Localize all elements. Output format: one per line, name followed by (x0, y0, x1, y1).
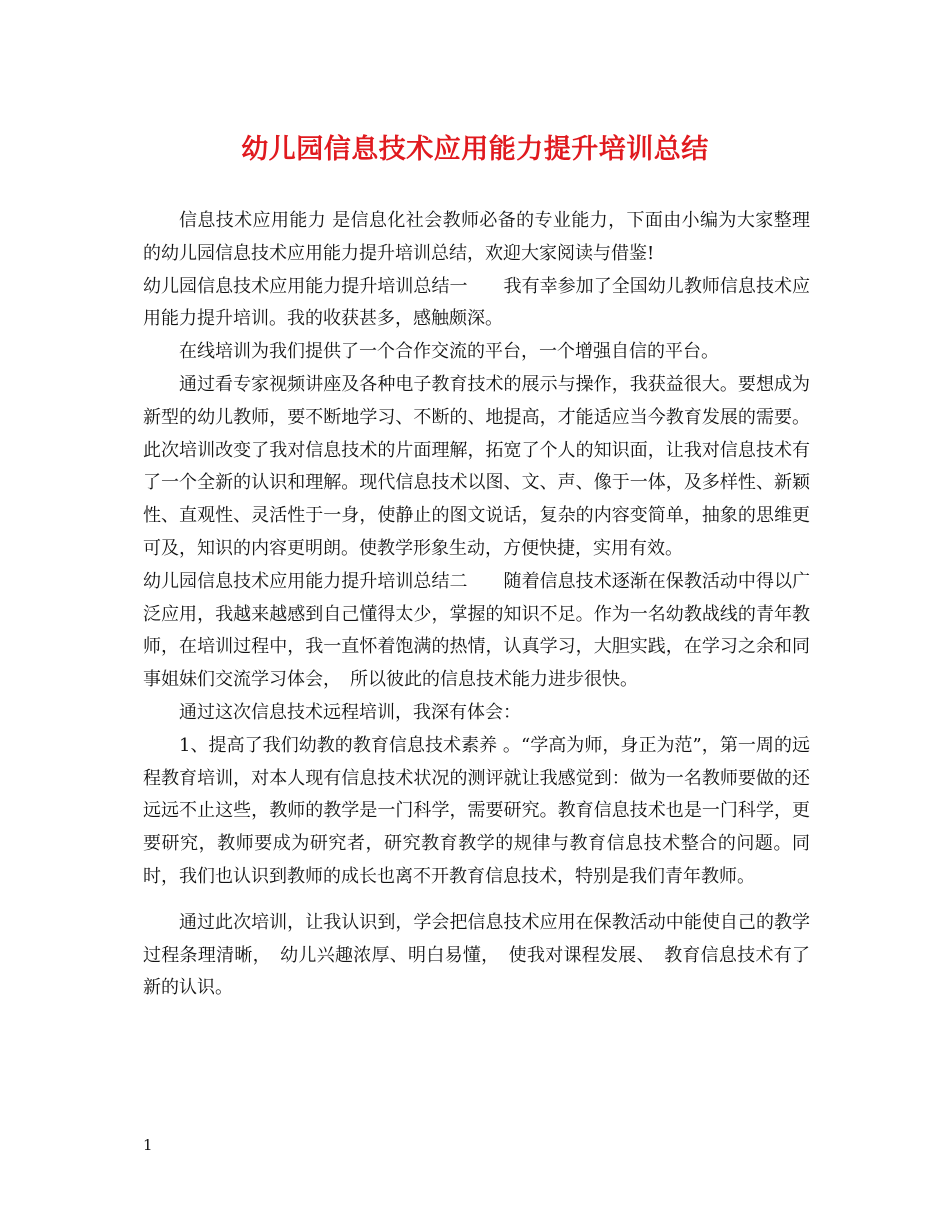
paragraph-summary-one: 幼儿园信息技术应用能力提升培训总结一 我有幸参加了全国幼儿教师信息技术应用能力提升培训。我的收获甚多，感触颇深。 (143, 275, 810, 330)
paragraph-platform: 在线培训为我们提供了一个合作交流的平台，一个增强自信的平台。 (179, 341, 719, 363)
document-body (143, 205, 810, 1005)
paragraph-experience: 通过这次信息技术远程培训，我深有体会： (179, 701, 521, 723)
paragraph-summary-two: 幼儿园信息技术应用能力提升培训总结二 随着信息技术逐渐在保教活动中得以广泛应用，我越来越感到自己懂得太少，掌握的知识不足。作为一名幼教战线的青年教师，在培训过程中，我一直怀着饱满的热情，认真学习，大胆实践，在学习之余和同事姐妹们交流学习体会， 所以彼此的信息技术能力进步很快。 (143, 570, 810, 691)
paragraph-conclusion: 通过此次培训，让我认识到，学会把信息技术应用在保教活动中能使自己的教学过程条理清晰， 幼儿兴趣浓厚、明白易懂， 使我对课程发展、 教育信息技术有了新的认识。 (143, 911, 810, 999)
page-number: 1 (143, 1136, 153, 1154)
document-title: 幼儿园信息技术应用能力提升培训总结 (241, 134, 709, 165)
paragraph-point-one: 1、提高了我们幼教的教育信息技术素养 。“学高为师，身正为范”，第一周的远程教育培训，对本人现有信息技术状况的测评就让我感觉到：做为一名教师要做的还远远不止这些，教师的教学是一门科学，需要研究。教育信息技术也是一门科学，更要研究，教师要成为研究者，研究教育教学的规律与教育信息技术整合的问题。同时，我们也认识到教师的成长也离不开教育信息技术，特别是我们青年教师。 (143, 734, 810, 887)
paragraph-intro: 信息技术应用能力 是信息化社会教师必备的专业能力，下面由小编为大家整理的幼儿园信息技术应用能力提升培训总结，欢迎大家阅读与借鉴! (143, 210, 810, 264)
paragraph-experts: 通过看专家视频讲座及各种电子教育技术的展示与操作，我获益很大。要想成为新型的幼儿教师，要不断地学习、不断的、地提高，才能适应当今教育发展的需要。此次培训改变了我对信息技术的片面理解，拓宽了个人的知识面，让我对信息技术有了一个全新的认识和理解。现代信息技术以图、文、声、像于一体，及多样性、新颖性、直观性、灵活性于一身，使静止的图文说话，复杂的内容变简单，抽象的思维更可及，知识的内容更明朗。使教学形象生动，方便快捷，实用有效。 (143, 373, 810, 559)
